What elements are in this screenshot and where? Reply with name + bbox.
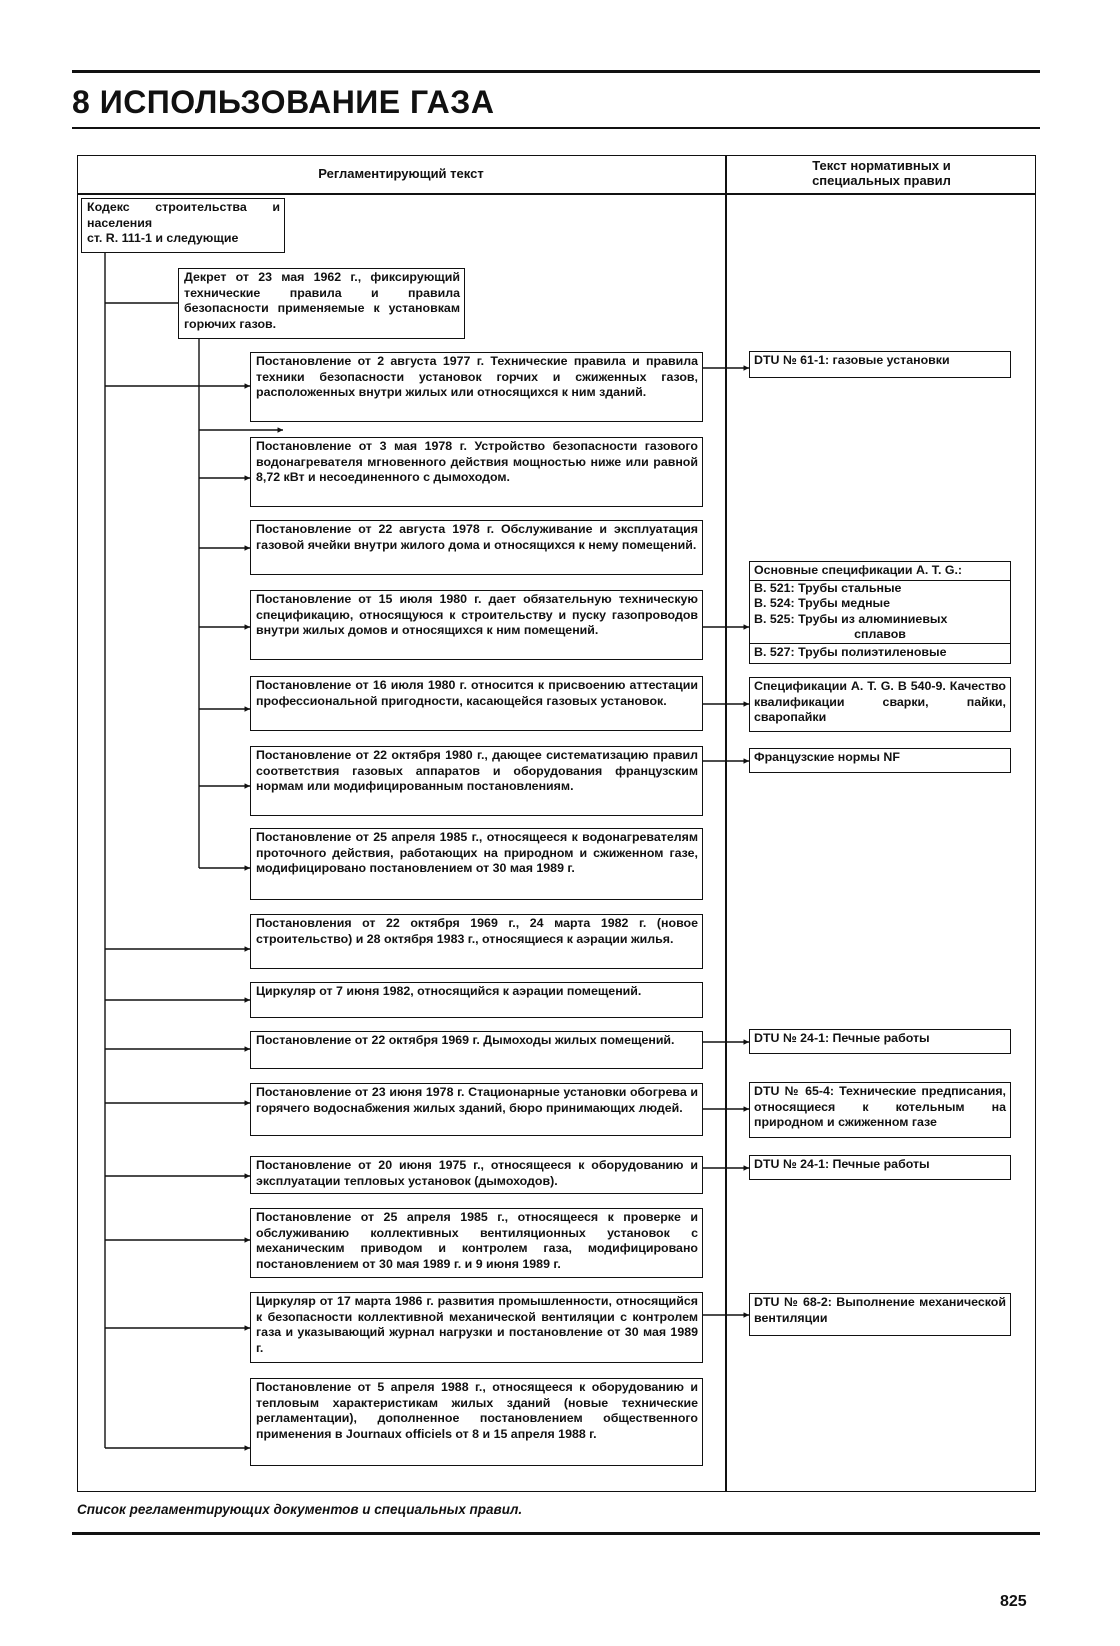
- regulation-box: Постановление от 16 июля 1980 г. относится к присвоению аттестации профессиональной пригодности, касающейся газовых установок.: [250, 676, 703, 731]
- regulation-box: Постановление от 23 июня 1978 г. Стационарные установки обогрева и горячего водоснабжения жилых зданий, бюро принимающих людей.: [250, 1083, 703, 1136]
- norm-dtu-24-1-b: DTU № 24-1: Печные работы: [749, 1155, 1011, 1180]
- norm-dtu-61-1: DTU № 61-1: газовые установки: [749, 351, 1011, 378]
- regulation-box: Постановление от 25 апреля 1985 г., относящееся к проверке и обслуживанию коллективных вентиляционных установок с механическим приводом и контролем газа, модифицировано постановлением от 30 мая 1989 г. и 9 июня 1989 г.: [250, 1208, 703, 1278]
- norm-dtu-24-1-a: DTU № 24-1: Печные работы: [749, 1029, 1011, 1054]
- regulation-box: Постановление от 20 июня 1975 г., относящееся к оборудованию и эксплуатации тепловых установок (дымоходов).: [250, 1156, 703, 1194]
- table-caption: Список регламентирующих документов и специальных правил.: [77, 1502, 523, 1517]
- norm-nf: Французские нормы NF: [749, 748, 1011, 773]
- regulation-box: Постановление от 22 октября 1980 г., дающее систематизацию правил соответствия газовых аппаратов и оборудования французским нормам или модифицированным постановлениям.: [250, 746, 703, 816]
- root-code-box: Кодекс строительства и населения ст. R. 111-1 и следующие: [81, 198, 285, 253]
- bottom-rule: [72, 1532, 1040, 1535]
- right-column-header: Текст нормативных и специальных правил: [812, 158, 951, 188]
- regulation-box: Постановление от 25 апреля 1985 г., относящееся к водонагревателям проточного действия, работающих на природном и сжиженном газе, модифицировано постановлением от 30 мая 1989 г.: [250, 828, 703, 900]
- norm-atg-540: Спецификации А. Т. G. В 540-9. Качество квалификации сварки, пайки, сваропайки: [749, 677, 1011, 732]
- regulation-box: Постановление от 2 августа 1977 г. Технические правила и правила техники безопасности установок горчих и сжиженных газов, расположенных внутри жилых или относящихся к ним зданий.: [250, 352, 703, 422]
- regulation-box: Постановление от 15 июля 1980 г. дает обязательную техническую спецификацию, относящуюся к строительству и пуску газопроводов внутри жилых домов и относящихся к ним помещений.: [250, 590, 703, 660]
- regulation-box: Циркуляр от 7 июня 1982, относящийся к аэрации помещений.: [250, 982, 703, 1018]
- decree-1962-box: Декрет от 23 мая 1962 г., фиксирующий технические правила и правила безопасности применяемые к установкам горючих газов.: [178, 268, 465, 339]
- page-number: 825: [1000, 1593, 1027, 1610]
- regulation-box: Постановления от 22 октября 1969 г., 24 марта 1982 г. (новое строительство) и 28 октября 1983 г., относящиеся к аэрации жилья.: [250, 914, 703, 969]
- page-title: 8 ИСПОЛЬЗОВАНИЕ ГАЗА: [72, 84, 495, 120]
- regulation-box: Постановление от 3 мая 1978 г. Устройство безопасности газового водонагревателя мгновенного действия мощностью ниже или равной 8,72 кВт и несоединенного с дымоходом.: [250, 437, 703, 507]
- left-column-header: Регламентирующий текст: [318, 166, 484, 181]
- norm-dtu-68-2: DTU № 68-2: Выполнение механической вентиляции: [749, 1293, 1011, 1336]
- regulation-box: Постановление от 5 апреля 1988 г., относящееся к оборудованию и тепловым характеристикам жилых зданий (новые технические регламентации), дополненное постановлением общественного применения в Journaux officiels от 8 и 15 апреля 1988 г.: [250, 1378, 703, 1466]
- regulation-box: Постановление от 22 августа 1978 г. Обслуживание и эксплуатация газовой ячейки внутри жилого дома и относящихся к нему помещений.: [250, 520, 703, 575]
- regulation-box: Циркуляр от 17 марта 1986 г. развития промышленности, относящийся к безопасности коллективной механической вентиляции с контролем газа и указывающий журнал нагрузки и постановление от 30 мая 1989 г.: [250, 1292, 703, 1363]
- norm-dtu-65-4: DTU № 65-4: Технические предписания, относящиеся к котельным на природном и сжиженном газе: [749, 1082, 1011, 1138]
- norm-atg-pipes: Основные спецификации А. Т. G.: В. 521: Трубы стальные В. 524: Трубы медные В. 525: Трубы из алюминиевых сплавов В. 527: Трубы полиэтиленовые: [749, 561, 1011, 664]
- regulation-box: Постановление от 22 октября 1969 г. Дымоходы жилых помещений.: [250, 1031, 703, 1069]
